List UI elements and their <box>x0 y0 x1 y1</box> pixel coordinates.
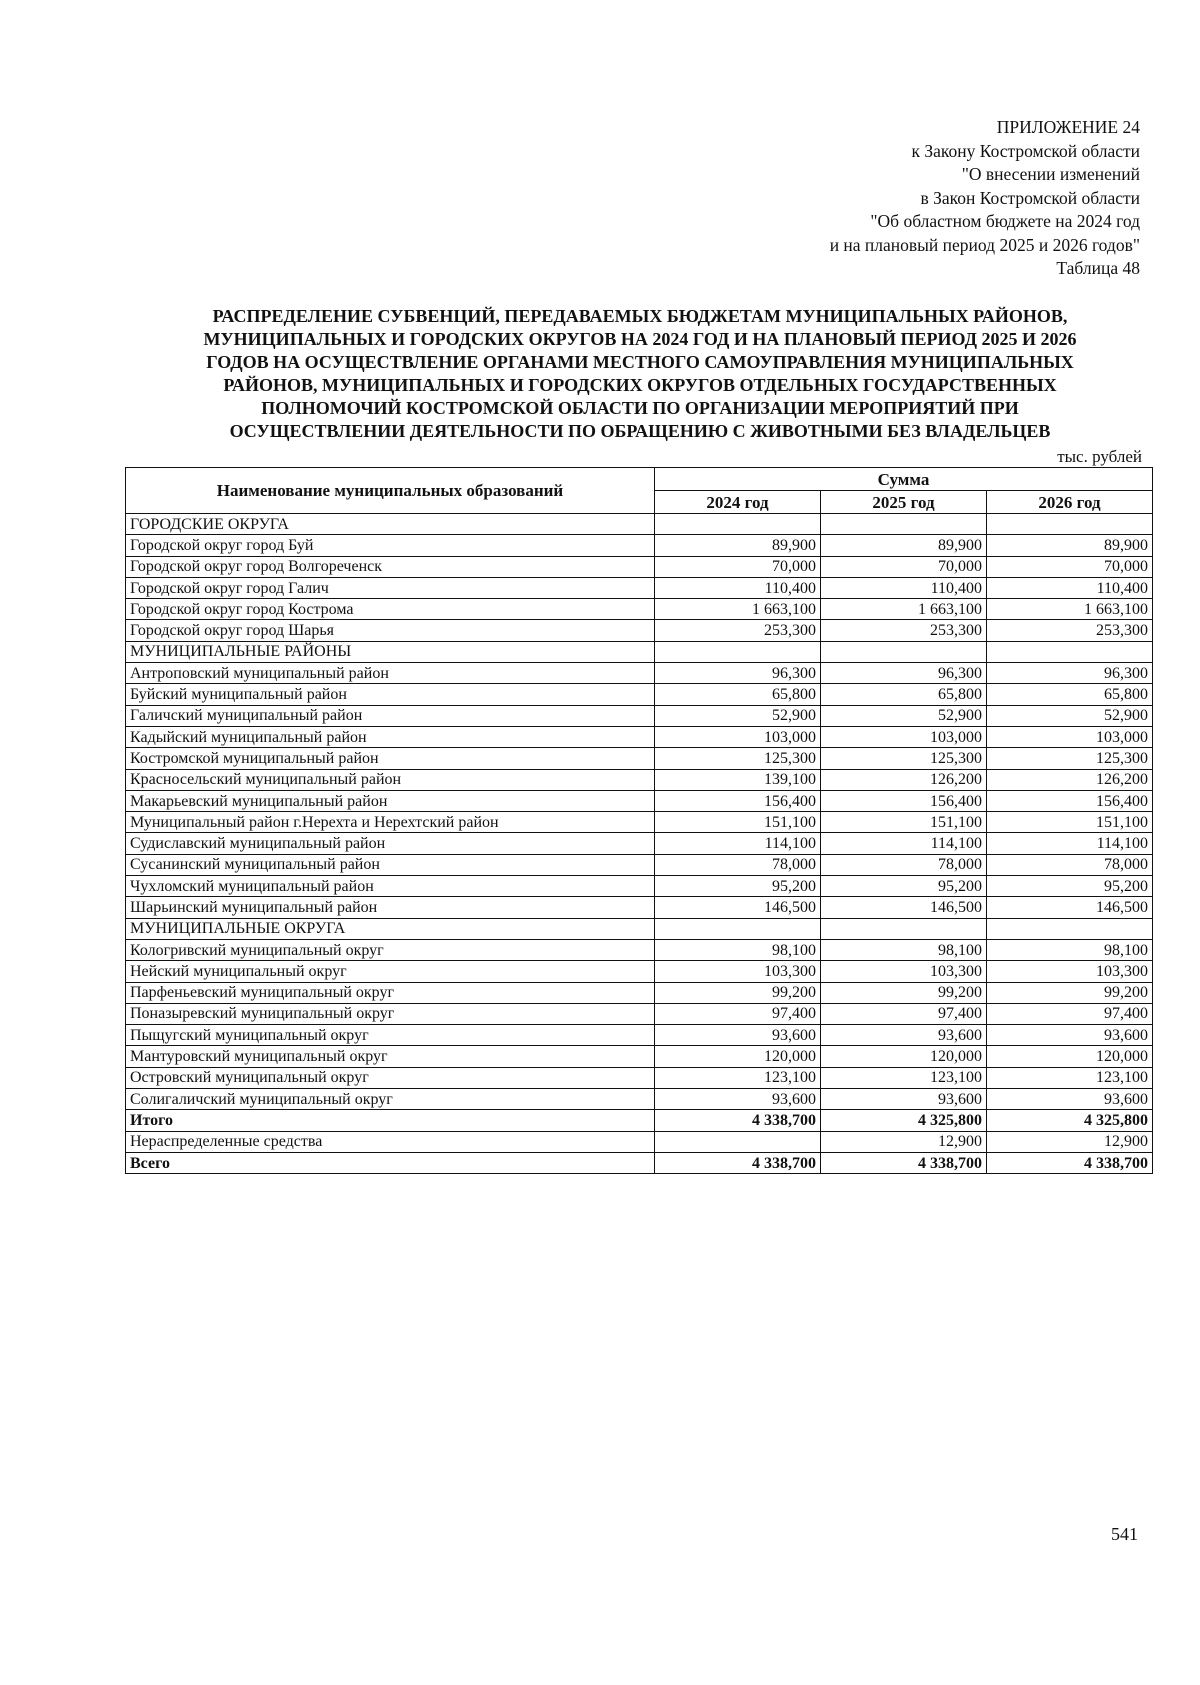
value-cell-2024: 52,900 <box>655 705 821 726</box>
name-cell: Городской округ город Волгореченск <box>126 556 655 577</box>
col-header-sum: Сумма <box>655 468 1153 491</box>
value-cell-2025: 253,300 <box>821 620 987 641</box>
table-row <box>126 812 1153 833</box>
value-cell-2026: 114,100 <box>987 833 1153 854</box>
table-row <box>126 961 1153 982</box>
value-cell-2024: 1 663,100 <box>655 599 821 620</box>
value-cell-2024: 151,100 <box>655 812 821 833</box>
name-cell: Чухломский муниципальный район <box>126 876 655 897</box>
value-cell-2025: 78,000 <box>821 854 987 875</box>
value-cell-2026: 4 325,800 <box>987 1110 1153 1131</box>
value-cell-2026: 98,100 <box>987 939 1153 960</box>
value-cell-2025: 89,900 <box>821 535 987 556</box>
value-cell-2026: 151,100 <box>987 812 1153 833</box>
total-row <box>126 1110 1153 1131</box>
value-cell-2025: 103,300 <box>821 961 987 982</box>
value-cell-2024: 156,400 <box>655 790 821 811</box>
table-row <box>126 1025 1153 1046</box>
value-cell-2024: 99,200 <box>655 982 821 1003</box>
header-line: и на плановый период 2025 и 2026 годов" <box>829 234 1140 255</box>
group-name-cell: МУНИЦИПАЛЬНЫЕ РАЙОНЫ <box>126 641 655 662</box>
table-row <box>126 939 1153 960</box>
name-cell: Муниципальный район г.Нерехта и Нерехтский район <box>126 812 655 833</box>
value-cell-2026: 70,000 <box>987 556 1153 577</box>
value-cell-2026: 89,900 <box>987 535 1153 556</box>
name-cell: Нейский муниципальный округ <box>126 961 655 982</box>
table-row <box>126 1089 1153 1110</box>
value-cell-2025 <box>821 918 987 939</box>
table-row <box>126 620 1153 641</box>
name-cell: Парфеньевский муниципальный округ <box>126 982 655 1003</box>
value-cell-2024: 103,000 <box>655 726 821 747</box>
header-line: к Закону Костромской области <box>911 140 1140 161</box>
table-row <box>126 982 1153 1003</box>
value-cell-2026: 126,200 <box>987 769 1153 790</box>
value-cell-2026: 123,100 <box>987 1067 1153 1088</box>
group-row <box>126 641 1153 662</box>
value-cell-2024 <box>655 641 821 662</box>
table-row <box>126 876 1153 897</box>
value-cell-2024: 70,000 <box>655 556 821 577</box>
value-cell-2025: 114,100 <box>821 833 987 854</box>
col-header-2025: 2025 год <box>821 491 987 514</box>
value-cell-2024: 4 338,700 <box>655 1110 821 1131</box>
value-cell-2024: 93,600 <box>655 1089 821 1110</box>
value-cell-2024: 103,300 <box>655 961 821 982</box>
name-cell: Городской округ город Галич <box>126 577 655 598</box>
name-cell: Солигаличский муниципальный округ <box>126 1089 655 1110</box>
name-cell: Всего <box>126 1152 655 1173</box>
name-cell: Городской округ город Буй <box>126 535 655 556</box>
table-row <box>126 748 1153 769</box>
name-cell: Сусанинский муниципальный район <box>126 854 655 875</box>
value-cell-2025: 126,200 <box>821 769 987 790</box>
name-cell: Городской округ город Шарья <box>126 620 655 641</box>
name-cell: Городской округ город Кострома <box>126 599 655 620</box>
name-cell: Кологривский муниципальный округ <box>126 939 655 960</box>
table-row <box>126 726 1153 747</box>
value-cell-2026: 93,600 <box>987 1089 1153 1110</box>
value-cell-2026: 146,500 <box>987 897 1153 918</box>
value-cell-2026 <box>987 514 1153 535</box>
table-row <box>126 599 1153 620</box>
value-cell-2026: 103,000 <box>987 726 1153 747</box>
value-cell-2025: 65,800 <box>821 684 987 705</box>
value-cell-2024: 146,500 <box>655 897 821 918</box>
value-cell-2025: 12,900 <box>821 1131 987 1152</box>
subvention-table <box>125 467 1153 1174</box>
name-cell: Красносельский муниципальный район <box>126 769 655 790</box>
value-cell-2025: 4 325,800 <box>821 1110 987 1131</box>
value-cell-2025: 95,200 <box>821 876 987 897</box>
group-name-cell: МУНИЦИПАЛЬНЫЕ ОКРУГА <box>126 918 655 939</box>
table-row <box>126 535 1153 556</box>
value-cell-2025: 98,100 <box>821 939 987 960</box>
value-cell-2024 <box>655 1131 821 1152</box>
name-cell: Судиславский муниципальный район <box>126 833 655 854</box>
name-cell: Пыщугский муниципальный округ <box>126 1025 655 1046</box>
value-cell-2024 <box>655 918 821 939</box>
name-cell: Мантуровский муниципальный округ <box>126 1046 655 1067</box>
appendix-header <box>830 116 1140 281</box>
name-cell: Островский муниципальный округ <box>126 1067 655 1088</box>
name-cell: Кадыйский муниципальный район <box>126 726 655 747</box>
value-cell-2026: 52,900 <box>987 705 1153 726</box>
col-header-2026: 2026 год <box>987 491 1153 514</box>
table-row <box>126 1046 1153 1067</box>
value-cell-2024: 96,300 <box>655 663 821 684</box>
name-cell: Поназыревский муниципальный округ <box>126 1003 655 1024</box>
name-cell: Итого <box>126 1110 655 1131</box>
value-cell-2025: 151,100 <box>821 812 987 833</box>
table-row <box>126 897 1153 918</box>
value-cell-2025: 97,400 <box>821 1003 987 1024</box>
title-line: ПОЛНОМОЧИЙ КОСТРОМСКОЙ ОБЛАСТИ ПО ОРГАНИЗАЦИИ МЕРОПРИЯТИЙ ПРИ <box>261 398 1019 418</box>
value-cell-2026: 93,600 <box>987 1025 1153 1046</box>
name-cell: Буйский муниципальный район <box>126 684 655 705</box>
table-row <box>126 769 1153 790</box>
value-cell-2024: 93,600 <box>655 1025 821 1046</box>
value-cell-2025: 103,000 <box>821 726 987 747</box>
value-cell-2026: 103,300 <box>987 961 1153 982</box>
table-row <box>126 1003 1153 1024</box>
page-number: 541 <box>1111 1524 1138 1544</box>
table-row <box>126 684 1153 705</box>
value-cell-2025 <box>821 641 987 662</box>
value-cell-2025: 52,900 <box>821 705 987 726</box>
table-row <box>126 1131 1153 1152</box>
table-row <box>126 705 1153 726</box>
value-cell-2025: 99,200 <box>821 982 987 1003</box>
table-row <box>126 577 1153 598</box>
value-cell-2026 <box>987 641 1153 662</box>
name-cell: Антроповский муниципальный район <box>126 663 655 684</box>
value-cell-2024: 65,800 <box>655 684 821 705</box>
group-row <box>126 918 1153 939</box>
value-cell-2025: 4 338,700 <box>821 1152 987 1173</box>
title-line: МУНИЦИПАЛЬНЫХ И ГОРОДСКИХ ОКРУГОВ НА 2024 ГОД И НА ПЛАНОВЫЙ ПЕРИОД 2025 И 2026 <box>203 329 1077 349</box>
value-cell-2026: 96,300 <box>987 663 1153 684</box>
value-cell-2024: 78,000 <box>655 854 821 875</box>
document-title <box>130 305 1150 443</box>
name-cell: Галичский муниципальный район <box>126 705 655 726</box>
header-line: "О внесении изменений <box>961 164 1140 184</box>
value-cell-2025 <box>821 514 987 535</box>
value-cell-2026: 99,200 <box>987 982 1153 1003</box>
value-cell-2024: 139,100 <box>655 769 821 790</box>
value-cell-2026: 253,300 <box>987 620 1153 641</box>
name-cell: Шарьинский муниципальный район <box>126 897 655 918</box>
header-line: в Закон Костромской области <box>920 187 1140 208</box>
name-cell: Костромской муниципальный район <box>126 748 655 769</box>
value-cell-2025: 1 663,100 <box>821 599 987 620</box>
value-cell-2024: 123,100 <box>655 1067 821 1088</box>
value-cell-2025: 156,400 <box>821 790 987 811</box>
value-cell-2024: 4 338,700 <box>655 1152 821 1173</box>
table-number: Таблица 48 <box>1056 258 1140 278</box>
table-row <box>126 663 1153 684</box>
col-header-name: Наименование муниципальных образований <box>126 468 655 514</box>
value-cell-2026: 97,400 <box>987 1003 1153 1024</box>
name-cell: Нераспределенные средства <box>126 1131 655 1152</box>
value-cell-2026: 78,000 <box>987 854 1153 875</box>
value-cell-2024: 110,400 <box>655 577 821 598</box>
title-line: ГОДОВ НА ОСУЩЕСТВЛЕНИЕ ОРГАНАМИ МЕСТНОГО САМОУПРАВЛЕНИЯ МУНИЦИПАЛЬНЫХ <box>206 352 1074 372</box>
title-line: РАЙОНОВ, МУНИЦИПАЛЬНЫХ И ГОРОДСКИХ ОКРУГОВ ОТДЕЛЬНЫХ ГОСУДАРСТВЕННЫХ <box>223 375 1057 395</box>
value-cell-2025: 96,300 <box>821 663 987 684</box>
value-cell-2025: 110,400 <box>821 577 987 598</box>
value-cell-2025: 123,100 <box>821 1067 987 1088</box>
value-cell-2025: 146,500 <box>821 897 987 918</box>
value-cell-2024: 114,100 <box>655 833 821 854</box>
table-row <box>126 790 1153 811</box>
name-cell: Макарьевский муниципальный район <box>126 790 655 811</box>
value-cell-2026: 125,300 <box>987 748 1153 769</box>
header-line: "Об областном бюджете на 2024 год <box>870 211 1140 231</box>
header-line: ПРИЛОЖЕНИЕ 24 <box>996 117 1140 137</box>
value-cell-2026: 95,200 <box>987 876 1153 897</box>
value-cell-2024: 95,200 <box>655 876 821 897</box>
value-cell-2024: 97,400 <box>655 1003 821 1024</box>
col-header-2024: 2024 год <box>655 491 821 514</box>
value-cell-2024: 120,000 <box>655 1046 821 1067</box>
value-cell-2026: 4 338,700 <box>987 1152 1153 1173</box>
value-cell-2025: 93,600 <box>821 1089 987 1110</box>
title-line: ОСУЩЕСТВЛЕНИИ ДЕЯТЕЛЬНОСТИ ПО ОБРАЩЕНИЮ С ЖИВОТНЫМИ БЕЗ ВЛАДЕЛЬЦЕВ <box>229 421 1051 441</box>
value-cell-2026 <box>987 918 1153 939</box>
value-cell-2026: 110,400 <box>987 577 1153 598</box>
table-row <box>126 854 1153 875</box>
value-cell-2024 <box>655 514 821 535</box>
table-row <box>126 556 1153 577</box>
value-cell-2026: 1 663,100 <box>987 599 1153 620</box>
value-cell-2026: 156,400 <box>987 790 1153 811</box>
table-row <box>126 1067 1153 1088</box>
value-cell-2025: 120,000 <box>821 1046 987 1067</box>
value-cell-2024: 98,100 <box>655 939 821 960</box>
value-cell-2025: 70,000 <box>821 556 987 577</box>
value-cell-2026: 65,800 <box>987 684 1153 705</box>
total-row <box>126 1152 1153 1173</box>
value-cell-2026: 120,000 <box>987 1046 1153 1067</box>
value-cell-2024: 125,300 <box>655 748 821 769</box>
title-line: РАСПРЕДЕЛЕНИЕ СУБВЕНЦИЙ, ПЕРЕДАВАЕМЫХ БЮДЖЕТАМ МУНИЦИПАЛЬНЫХ РАЙОНОВ, <box>212 306 1068 326</box>
value-cell-2024: 89,900 <box>655 535 821 556</box>
value-cell-2025: 93,600 <box>821 1025 987 1046</box>
value-cell-2025: 125,300 <box>821 748 987 769</box>
units-label: тыс. рублей <box>1057 447 1142 466</box>
table-row <box>126 833 1153 854</box>
group-name-cell: ГОРОДСКИЕ ОКРУГА <box>126 514 655 535</box>
group-row <box>126 514 1153 535</box>
table-body <box>126 514 1153 1174</box>
value-cell-2024: 253,300 <box>655 620 821 641</box>
value-cell-2026: 12,900 <box>987 1131 1153 1152</box>
